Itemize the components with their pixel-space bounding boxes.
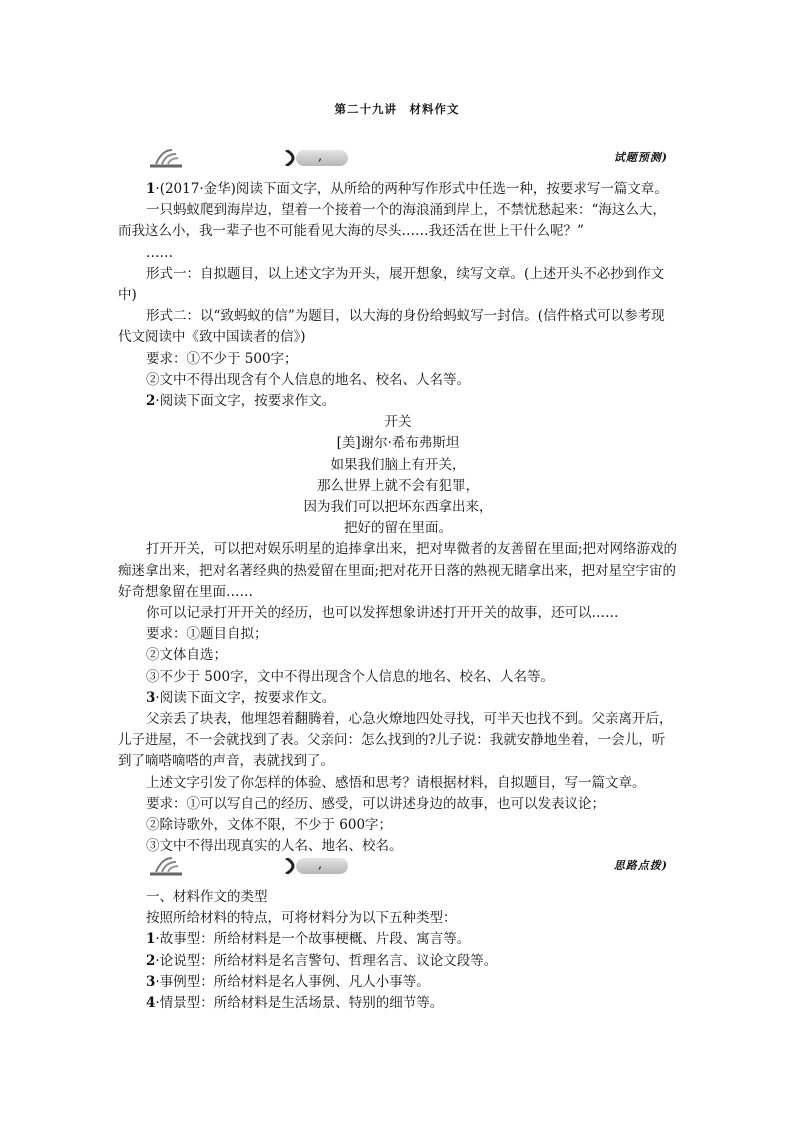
q1-ellipsis: …… bbox=[146, 244, 173, 261]
q2-number: 2 bbox=[146, 393, 156, 410]
section-heading: 一、材料作文的类型 bbox=[146, 889, 268, 905]
type-item: 3·事例型：所给材料是名人事例、凡人小事等。 bbox=[146, 973, 430, 990]
banner-label: 试题预测) bbox=[613, 151, 668, 164]
q3-paragraph-1: 父亲丢了块表，他埋怨着翻腾着，心急火燎地四处寻找，可半天也找不到。父亲离开后，儿子进屋，不一会就找到了表。父亲问：怎么找到的?儿子说：我就安静地坐着，一会儿，听到了嘀嗒嘀嗒的声音，表就找到了。 bbox=[118, 711, 673, 770]
banner-bar-icon bbox=[178, 858, 468, 874]
q1-form2: 形式二：以“致蚂蚁的信”为题目，以大海的身份给蚂蚁写一封信。(信件格式可以参考现代文阅读中《致中国读者的信》) bbox=[118, 308, 665, 346]
q1-number: 1 bbox=[146, 181, 156, 197]
poem-line: 那么世界上就不会有犯罪， bbox=[317, 477, 479, 494]
poem-line: 因为我们可以把坏东西拿出来， bbox=[303, 499, 493, 516]
section-intro: 按照所给材料的特点，可将材料分为以下五种类型： bbox=[146, 910, 457, 927]
q1-requirement-1: 要求：①不少于 500字； bbox=[146, 350, 298, 367]
q3-requirement-2: ②除诗歌外，文体不限，不少于 600字； bbox=[146, 817, 393, 834]
section-banner-test-prediction bbox=[148, 146, 668, 168]
q2-paragraph-2: 你可以记录打开开关的经历，也可以发挥想象讲述打开开关的故事，还可以…… bbox=[146, 605, 619, 622]
banner-comma: , bbox=[318, 149, 323, 164]
q1-lead: 1·(2017·金华)阅读下面文字，从所给的两种写作形式中任选一种，按要求写一篇文章。 bbox=[146, 181, 668, 197]
q3-requirement-1: 要求：①可以写自己的经历、感受，可以讲述身边的故事，也可以发表议论； bbox=[146, 795, 605, 812]
q2-lead: 2·阅读下面文字，按要求作文。 bbox=[146, 393, 336, 410]
banner-label: 思路点拨) bbox=[613, 859, 668, 872]
q2-requirement-3: ③不少于 500字，文中不得出现含个人信息的地名、校名、人名等。 bbox=[146, 668, 555, 685]
q3-lead: 3·阅读下面文字，按要求作文。 bbox=[146, 689, 336, 706]
q1-passage: 一只蚂蚁爬到海岸边，望着一个接着一个的海浪涌到岸上，不禁忧愁起来：“海这么大，而我这么小，我一辈子也不可能看见大海的尽头……我还活在世上干什么呢？” bbox=[118, 202, 666, 240]
q2-paragraph-1: 打开开关，可以把对娱乐明星的追捧拿出来，把对卑微者的友善留在里面;把对网络游戏的痴迷拿出来，把对名著经典的热爱留在里面;把对花开日落的熟视无睹拿出来，把对星空宇宙的好奇想象留在里面…… bbox=[118, 541, 678, 600]
type-item: 2·论说型：所给材料是名言警句、哲理名言、议论文段等。 bbox=[146, 952, 498, 969]
q3-paragraph-2: 上述文字引发了你怎样的体验、感悟和思考？请根据材料，自拟题目，写一篇文章。 bbox=[146, 774, 646, 791]
poem-author: [美]谢尔·希布弗斯坦 bbox=[336, 435, 460, 452]
q3-requirement-3: ③文中不得出现真实的人名、地名、校名。 bbox=[146, 838, 403, 855]
q2-requirement-2: ②文体自选； bbox=[146, 647, 227, 664]
section-banner-thinking-tips bbox=[148, 854, 668, 876]
tips-section bbox=[118, 887, 678, 1014]
banner-comma: , bbox=[318, 857, 323, 872]
page-title: 第二十九讲 材料作文 bbox=[334, 102, 460, 116]
banner-bar-icon bbox=[178, 150, 468, 166]
poem-title: 开关 bbox=[384, 414, 412, 431]
q2-requirement-1: 要求：①题目自拟； bbox=[146, 626, 268, 643]
questions-section bbox=[118, 179, 678, 858]
type-item: 1·故事型：所给材料是一个故事梗概、片段、寓言等。 bbox=[146, 931, 471, 948]
q1-form1: 形式一：自拟题目，以上述文字为开头，展开想象，续写文章。(上述开头不必抄到作文中) bbox=[118, 265, 665, 304]
q3-number: 3 bbox=[146, 689, 156, 706]
poem-line: 把好的留在里面。 bbox=[344, 520, 452, 537]
type-item: 4·情景型：所给材料是生活场景、特别的细节等。 bbox=[146, 995, 444, 1012]
q1-requirement-2: ②文中不得出现含有个人信息的地名、校名、人名等。 bbox=[146, 371, 470, 388]
poem-line: 如果我们脑上有开关， bbox=[330, 456, 466, 473]
